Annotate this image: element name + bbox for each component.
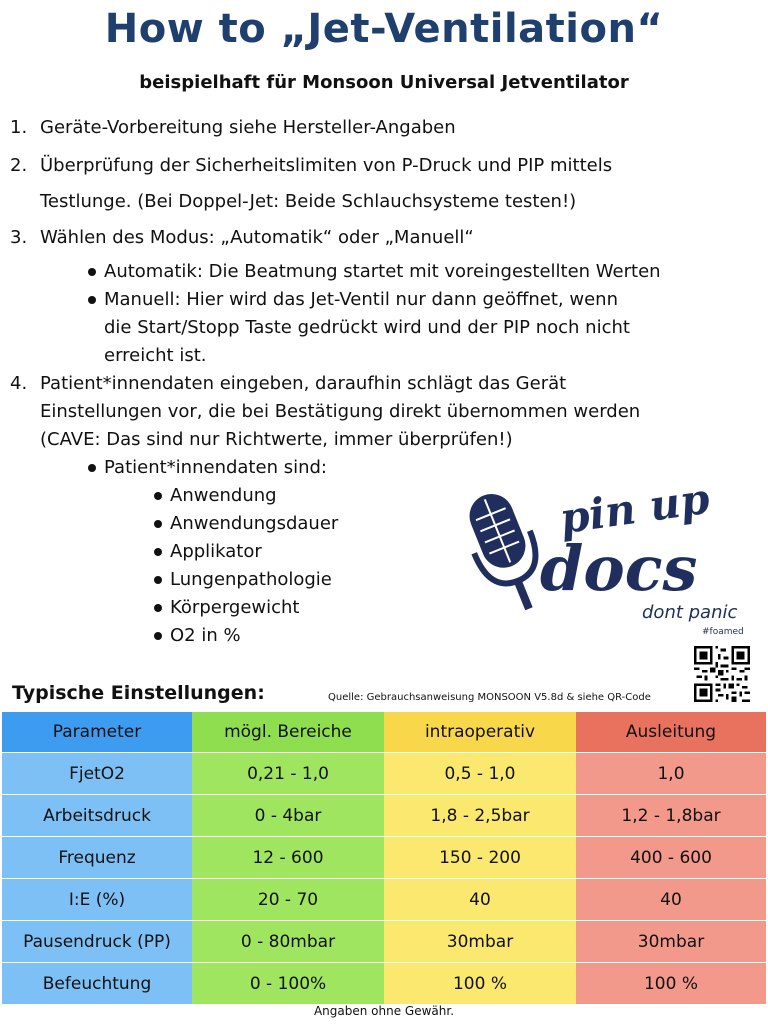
table-cell-range: 0,21 - 1,0 (192, 753, 384, 795)
sub-bullet-item: Anwendungsdauer (152, 510, 758, 538)
bullet-item: Automatik: Die Beatmung startet mit voreingestellten Werten (86, 258, 758, 286)
bullet-item: Patient*innendaten sind: (86, 454, 758, 482)
table-cell-parameter: Arbeitsdruck (2, 795, 192, 837)
settings-table (2, 712, 766, 1005)
qr-code-icon[interactable] (694, 646, 750, 702)
table-cell-intraop: 1,8 - 2,5bar (384, 795, 576, 837)
step-text-line: Patient*innendaten eingeben, daraufhin schlägt das Gerät (40, 373, 567, 394)
table-cell-range: 20 - 70 (192, 879, 384, 921)
sub-bullet-item: Lungenpathologie (152, 566, 758, 594)
step-2 (10, 152, 758, 216)
column-header-exit: Ausleitung (576, 712, 766, 753)
table-row (2, 795, 766, 837)
table-cell-intraop: 0,5 - 1,0 (384, 753, 576, 795)
step-number: 4. (10, 373, 28, 394)
table-cell-intraop: 100 % (384, 963, 576, 1005)
table-row (2, 837, 766, 879)
settings-source: Quelle: Gebrauchsanweisung MONSOON V5.8d & siehe QR-Code (328, 692, 651, 703)
page-subtitle: beispielhaft für Monsoon Universal Jetventilator (139, 72, 629, 93)
step-text: Wählen des Modus: „Automatik“ oder „Manuell“ (40, 227, 474, 248)
disclaimer-footer: Angaben ohne Gewähr. (313, 1004, 455, 1018)
table-cell-parameter: FjetO2 (2, 753, 192, 795)
step-number: 1. (10, 117, 28, 138)
page-title: How to „Jet-Ventilation“ (104, 6, 664, 52)
table-cell-intraop: 40 (384, 879, 576, 921)
step-text-line: (CAVE: Das sind nur Richtwerte, immer überprüfen!) (40, 429, 513, 450)
logo-text-docs: docs (540, 532, 698, 605)
table-cell-range: 0 - 100% (192, 963, 384, 1005)
table-cell-parameter: Pausendruck (PP) (2, 921, 192, 963)
column-header-intraop: intraoperativ (384, 712, 576, 753)
step-number: 2. (10, 155, 28, 176)
bullet-item: Manuell: Hier wird das Jet-Ventil nur dann geöffnet, wenn (86, 286, 758, 314)
bullet-continuation: die Start/Stopp Taste gedrückt wird und der PIP noch nicht (104, 317, 630, 338)
table-cell-parameter: Frequenz (2, 837, 192, 879)
table-cell-exit: 1,2 - 1,8bar (576, 795, 766, 837)
step-text: Geräte-Vorbereitung siehe Hersteller-Angaben (40, 117, 456, 138)
table-cell-parameter: I:E (%) (2, 879, 192, 921)
table-cell-exit: 400 - 600 (576, 837, 766, 879)
sub-bullet-item: Applikator (152, 538, 758, 566)
logo-hashtag: #foamed (702, 627, 744, 637)
table-cell-intraop: 30mbar (384, 921, 576, 963)
column-header-parameter: Parameter (2, 712, 192, 753)
step-1 (10, 114, 758, 142)
step-text-line: Testlunge. (Bei Doppel-Jet: Beide Schlauchsysteme testen!) (40, 191, 577, 212)
sub-bullet-item: O2 in % (152, 622, 758, 650)
table-cell-exit: 1,0 (576, 753, 766, 795)
bullet-continuation: erreicht ist. (104, 345, 207, 366)
table-cell-exit: 30mbar (576, 921, 766, 963)
table-row (2, 879, 766, 921)
table-row (2, 963, 766, 1005)
logo-tagline: dont panic (642, 602, 738, 623)
table-row (2, 921, 766, 963)
step-text-line: Einstellungen vor, die bei Bestätigung direkt übernommen werden (40, 401, 641, 422)
table-cell-exit: 40 (576, 879, 766, 921)
pinupdocs-logo (462, 472, 762, 642)
table-cell-range: 0 - 80mbar (192, 921, 384, 963)
logo-text-pinup: pin up (556, 473, 713, 544)
table-cell-intraop: 150 - 200 (384, 837, 576, 879)
column-header-range: mögl. Bereiche (192, 712, 384, 753)
table-cell-range: 0 - 4bar (192, 795, 384, 837)
table-cell-parameter: Befeuchtung (2, 963, 192, 1005)
table-row (2, 753, 766, 795)
step-4 (10, 370, 758, 454)
step-3 (10, 224, 758, 252)
step-text-line: Überprüfung der Sicherheitslimiten von P-Druck und PIP mittels (40, 155, 613, 176)
sub-bullet-item: Anwendung (152, 482, 758, 510)
table-cell-range: 12 - 600 (192, 837, 384, 879)
table-header-row (2, 712, 766, 753)
settings-heading: Typische Einstellungen: (12, 682, 265, 704)
step-number: 3. (10, 227, 28, 248)
sub-bullet-item: Körpergewicht (152, 594, 758, 622)
table-cell-exit: 100 % (576, 963, 766, 1005)
